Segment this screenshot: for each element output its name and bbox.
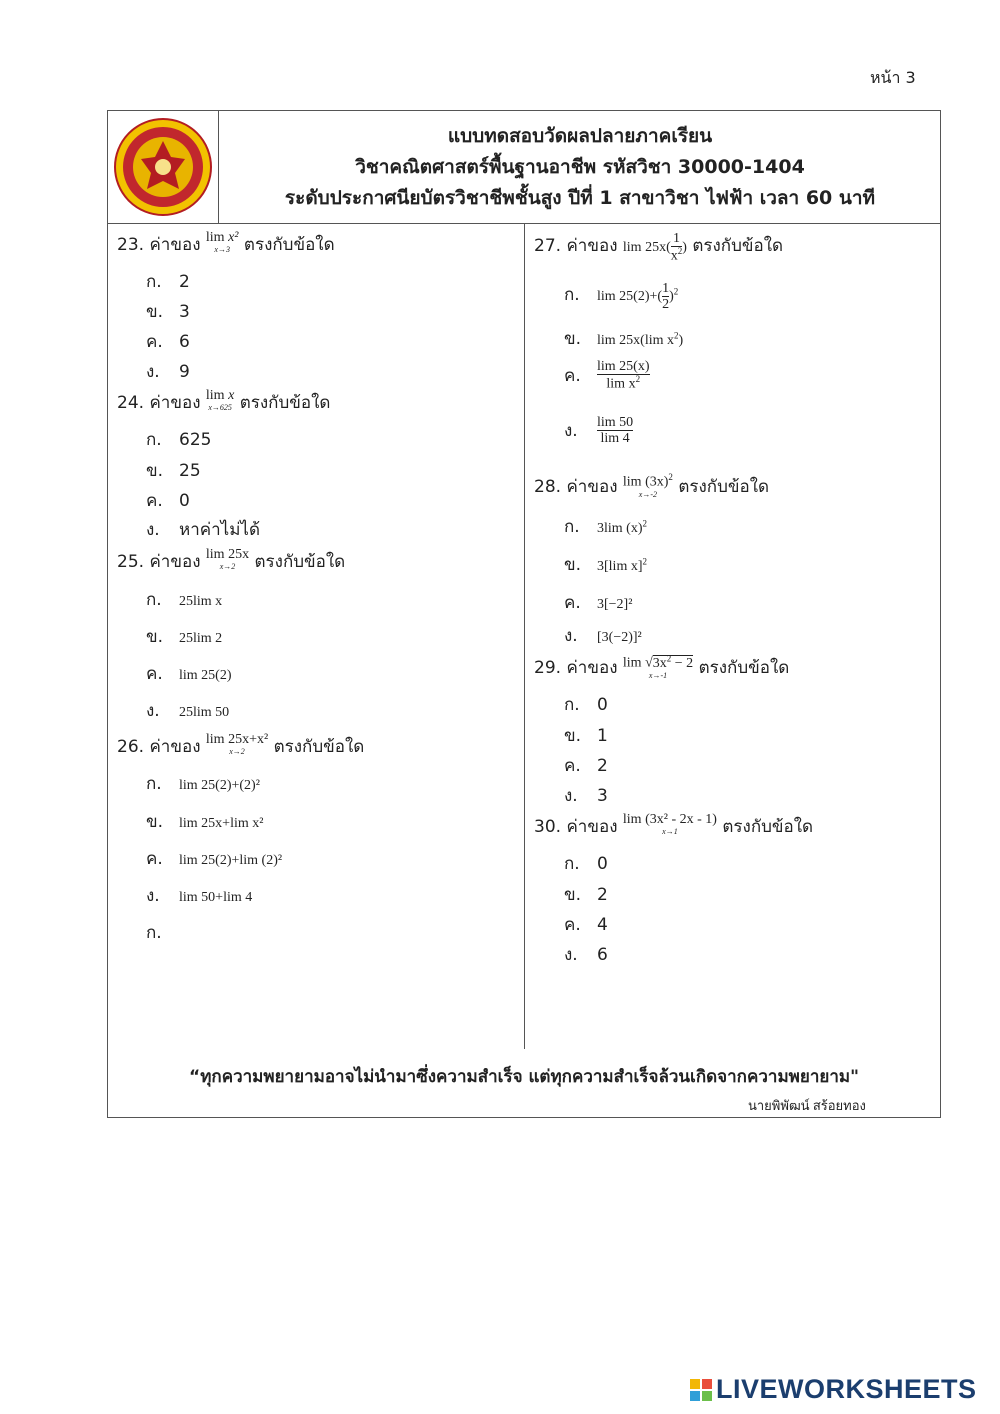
option-23a[interactable]: ก. 2	[146, 272, 190, 292]
option-25c[interactable]: ค. lim 25(2)	[146, 664, 232, 684]
option-29c[interactable]: ค. 2	[564, 756, 608, 776]
exam-title: แบบทดสอบวัดผลปลายภาคเรียน	[447, 125, 713, 147]
option-29b[interactable]: ข. 1	[564, 726, 608, 746]
liveworksheets-logo	[690, 1374, 977, 1405]
limit-expr: lim 25x( $\frac{1}{x^2}$ )	[622, 231, 687, 265]
subject-line: วิชาคณิตศาสตร์พื้นฐานอาชีพ รหัสวิชา 30000-1404	[355, 156, 805, 178]
option-27d[interactable]: ง. $\frac{\lim 50}{\lim 4}$	[564, 415, 634, 447]
limit-expr: lim 25x x→2	[205, 547, 250, 571]
logo-cell	[108, 111, 219, 223]
limit-expr: lim (3x² - 2x - 1) x→1	[622, 812, 717, 836]
option-23c[interactable]: ค. 6	[146, 332, 190, 352]
limit-expr: lim x² x→3	[205, 230, 239, 254]
limit-expr: lim 25x+x² x→2	[205, 732, 269, 756]
option-28d[interactable]: ง. [3(−2)]²	[564, 626, 642, 646]
option-25d[interactable]: ง. 25lim 50	[146, 701, 230, 721]
option-26c[interactable]: ค. lim 25(2)+lim (2)²	[146, 849, 283, 869]
author-name: นายพิพัฒน์ สร้อยทอง	[748, 1098, 866, 1113]
exam-header	[108, 111, 940, 224]
page-number: หน้า 3	[870, 68, 916, 87]
question-29: 29. ค่าของ $\lim √3x^2 - 2$ x→-1 ตรงกับข้อใด	[534, 653, 790, 680]
option-28a[interactable]: ก. 3lim $(x)^2$	[564, 517, 647, 537]
option-26a[interactable]: ก. lim 25(2)+(2)²	[146, 774, 260, 794]
college-logo-icon	[113, 117, 213, 217]
question-27: 27. ค่าของ lim 25x( $\frac{1}{x^2}$ ) ตรงกับข้อใด	[534, 231, 784, 265]
option-24c[interactable]: ค. 0	[146, 491, 190, 511]
question-25: 25. ค่าของ lim 25x x→2 ตรงกับข้อใด	[117, 547, 346, 572]
option-27a[interactable]: ก. lim 25(2)+( $\frac{1}{2}$ )$^2$	[564, 281, 679, 313]
question-30: 30. ค่าของ lim (3x² - 2x - 1) x→1 ตรงกับข้อใด	[534, 812, 814, 837]
column-divider	[524, 223, 525, 1049]
limit-expr: $\lim √3x^2 - 2$ x→-1	[622, 653, 694, 680]
question-28: 28. ค่าของ $\lim (3x)^2$ x→-2 ตรงกับข้อใด	[534, 472, 770, 499]
option-28b[interactable]: ข. 3[lim x]$^2$	[564, 555, 647, 575]
question-26: 26. ค่าของ lim 25x+x² x→2 ตรงกับข้อใด	[117, 732, 365, 757]
option-30c[interactable]: ค. 4	[564, 915, 608, 935]
brand-text: LIVEWORKSHEETS	[716, 1374, 977, 1404]
option-28c[interactable]: ค. 3[−2]²	[564, 593, 633, 613]
option-23b[interactable]: ข. 3	[146, 302, 190, 322]
option-25b[interactable]: ข. 25lim 2	[146, 627, 223, 647]
exam-frame	[107, 110, 941, 1118]
option-25a[interactable]: ก. 25lim x	[146, 590, 223, 610]
option-29d[interactable]: ง. 3	[564, 786, 608, 806]
option-27b[interactable]: ข. lim 25x(lim $x^2$)	[564, 329, 684, 349]
limit-expr: lim x x→625	[205, 388, 235, 412]
option-30a[interactable]: ก. 0	[564, 854, 608, 874]
option-30b[interactable]: ข. 2	[564, 885, 608, 905]
option-23d[interactable]: ง. 9	[146, 362, 190, 382]
option-24d[interactable]: ง. หาค่าไม่ได้	[146, 520, 261, 540]
motivational-quote: “ทุกความพยายามอาจไม่นำมาซึ่งความสำเร็จ แต่ทุกความสำเร็จล้วนเกิดจากความพยายาม"	[189, 1067, 859, 1087]
option-26b[interactable]: ข. lim 25x+lim x²	[146, 812, 264, 832]
option-29a[interactable]: ก. 0	[564, 695, 608, 715]
option-26e[interactable]: ก.	[146, 923, 162, 943]
option-30d[interactable]: ง. 6	[564, 945, 608, 965]
liveworksheets-icon	[690, 1379, 712, 1401]
question-23: 23. ค่าของ lim x² x→3 ตรงกับข้อใด	[117, 230, 335, 255]
option-27c[interactable]: ค. $\frac{\lim 25(x)}{\lim x^2}$	[564, 359, 650, 393]
option-24b[interactable]: ข. 25	[146, 461, 201, 481]
option-26d[interactable]: ง. lim 50+lim 4	[146, 886, 253, 906]
level-line: ระดับประกาศนียบัตรวิชาชีพชั้นสูง ปีที่ 1 สาขาวิชา ไฟฟ้า เวลา 60 นาที	[284, 187, 876, 209]
limit-expr: $\lim (3x)^2$ x→-2	[622, 472, 673, 499]
question-24: 24. ค่าของ lim x x→625 ตรงกับข้อใด	[117, 388, 331, 413]
header-text	[220, 121, 940, 214]
option-24a[interactable]: ก. 625	[146, 430, 212, 450]
